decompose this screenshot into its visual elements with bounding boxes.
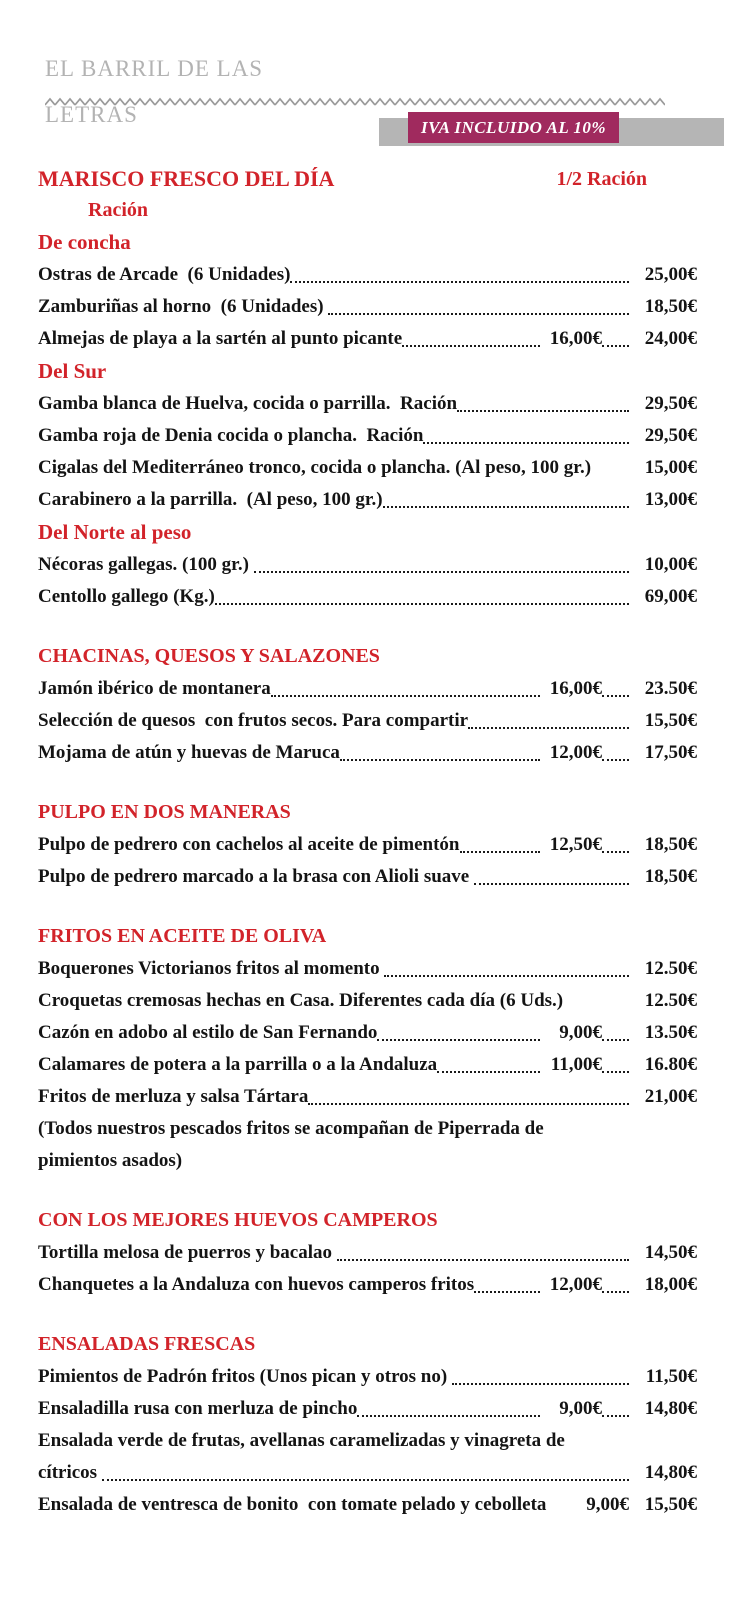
- menu-item-row: [38, 259, 697, 291]
- dot-leader: [254, 571, 629, 573]
- dot-leader: [437, 1071, 540, 1073]
- dot-leader: [460, 851, 541, 853]
- dot-leader: [602, 1415, 629, 1417]
- dot-leader: [337, 1259, 629, 1261]
- item-name: Ensalada de ventresca de bonito con tomate pelado y cebolleta: [38, 1494, 552, 1515]
- item-price-full: 12.50€: [644, 958, 697, 979]
- menu-item-row: [38, 1081, 697, 1113]
- subsection-heading: Del Norte al peso: [38, 520, 192, 544]
- menu-item-row: [38, 549, 697, 581]
- dot-leader: [384, 975, 629, 977]
- zigzag-divider-icon: [45, 97, 665, 108]
- item-price-full: 18,50€: [644, 866, 697, 887]
- item-price-full: 25,00€: [644, 264, 697, 285]
- menu-item-row: [38, 1269, 697, 1301]
- dot-leader: [602, 1039, 629, 1041]
- item-name: Cazón en adobo al estilo de San Fernando: [38, 1022, 378, 1043]
- item-name: Croquetas cremosas hechas en Casa. Diferentes cada día (6 Uds.): [38, 990, 564, 1011]
- logo-line2: LETRAS: [45, 102, 138, 127]
- section-heading: FRITOS EN ACEITE DE OLIVA: [38, 925, 327, 947]
- menu-item-row: [38, 953, 697, 985]
- dot-leader: [215, 603, 629, 605]
- menu-item-row: [38, 1457, 697, 1489]
- item-name: Ensaladilla rusa con merluza de pincho: [38, 1398, 358, 1419]
- item-price-half: 16,00€: [549, 678, 602, 699]
- menu-item-row: [38, 323, 697, 355]
- dot-leader: [423, 442, 629, 444]
- item-price-full: 11,50€: [645, 1366, 697, 1387]
- item-name: Chanquetes a la Andaluza con huevos camperos fritos: [38, 1274, 475, 1295]
- dot-leader: [602, 345, 629, 347]
- item-name: Gamba blanca de Huelva, cocida o parrilla. Ración: [38, 393, 458, 414]
- item-price-full: 23.50€: [644, 678, 697, 699]
- item-name: Carabinero a la parrilla. (Al peso, 100 gr.): [38, 489, 383, 510]
- note-line: Ensalada verde de frutas, avellanas caramelizadas y vinagreta de: [38, 1430, 565, 1451]
- dot-leader: [457, 410, 629, 412]
- item-price-full: 18,50€: [644, 296, 697, 317]
- dot-leader: [474, 883, 629, 885]
- menu-body: [38, 163, 697, 1521]
- item-price-half: 9,00€: [559, 1398, 602, 1419]
- column-header-half-racion: 1/2 Ración: [556, 168, 647, 190]
- dot-leader: [402, 345, 540, 347]
- menu-item-row: [38, 1393, 697, 1425]
- item-price-half: 16,00€: [549, 328, 602, 349]
- item-price-full: 69,00€: [644, 586, 697, 607]
- item-name: cítricos: [38, 1462, 102, 1483]
- menu-item-row: [38, 1049, 697, 1081]
- item-price-full: 12.50€: [644, 990, 697, 1011]
- item-name: Tortilla melosa de puerros y bacalao: [38, 1242, 337, 1263]
- item-price-full: 14,80€: [644, 1462, 697, 1483]
- dot-leader: [468, 727, 629, 729]
- dot-leader: [377, 1039, 540, 1041]
- dot-leader: [474, 1291, 540, 1293]
- logo-line1: EL BARRIL DE LAS: [45, 56, 264, 81]
- dot-leader: [290, 281, 629, 283]
- item-price-half: 11,00€: [550, 1054, 602, 1075]
- item-name: Selección de quesos con frutos secos. Para compartir: [38, 710, 469, 731]
- item-price-full: 29,50€: [644, 393, 697, 414]
- item-name: Almejas de playa a la sartén al punto picante: [38, 328, 403, 349]
- menu-item-row: [38, 705, 697, 737]
- column-header-racion: Ración: [88, 199, 148, 221]
- page-title: MARISCO FRESCO DEL DÍA: [38, 166, 335, 191]
- item-name: Centollo gallego (Kg.): [38, 586, 215, 607]
- dot-leader: [602, 851, 629, 853]
- subsection-heading: Del Sur: [38, 359, 107, 383]
- dot-leader: [308, 1103, 629, 1105]
- dot-leader: [602, 759, 629, 761]
- note-line: (Todos nuestros pescados fritos se acompañan de Piperrada de: [38, 1118, 544, 1139]
- dot-leader: [102, 1479, 629, 1481]
- item-name: Pimientos de Padrón fritos (Unos pican y otros no): [38, 1366, 452, 1387]
- item-price-half: 12,00€: [549, 1274, 602, 1295]
- menu-item-row: [38, 985, 697, 1017]
- menu-item-row: [38, 1237, 697, 1269]
- item-name: Mojama de atún y huevas de Maruca: [38, 742, 340, 763]
- menu-item-row: [38, 673, 697, 705]
- section-heading: ENSALADAS FRESCAS: [38, 1333, 256, 1355]
- dot-leader: [452, 1383, 629, 1385]
- menu-title-row: [38, 163, 697, 195]
- item-name: Pulpo de pedrero con cachelos al aceite de pimentón: [38, 834, 460, 855]
- item-name: Zamburiñas al horno (6 Unidades): [38, 296, 329, 317]
- item-price-full: 10,00€: [644, 554, 697, 575]
- menu-item-row: [38, 1489, 697, 1521]
- dot-leader: [602, 1071, 629, 1073]
- item-price-full: 13.50€: [644, 1022, 697, 1043]
- subsection-heading: De concha: [38, 230, 131, 254]
- dot-leader: [328, 313, 629, 315]
- item-name: Ostras de Arcade (6 Unidades): [38, 264, 291, 285]
- menu-item-row: [38, 420, 697, 452]
- dot-leader: [602, 1291, 629, 1293]
- item-name: Fritos de merluza y salsa Tártara: [38, 1086, 309, 1107]
- menu-item-row: [38, 861, 697, 893]
- iva-badge: IVA INCLUIDO AL 10%: [408, 112, 619, 143]
- item-name: Jamón ibérico de montanera: [38, 678, 271, 699]
- menu-item-row: [38, 388, 697, 420]
- menu-item-row: [38, 737, 697, 769]
- item-price-half: 12,50€: [549, 834, 602, 855]
- item-price-full: 24,00€: [644, 328, 697, 349]
- item-price-full: 18,50€: [644, 834, 697, 855]
- item-price-half: 9,00€: [586, 1494, 629, 1515]
- menu-item-row: [38, 581, 697, 613]
- item-price-full: 29,50€: [644, 425, 697, 446]
- item-price-full: 14,80€: [644, 1398, 697, 1419]
- item-price-full: 15,50€: [644, 710, 697, 731]
- note-line: pimientos asados): [38, 1150, 183, 1171]
- item-price-full: 15,50€: [644, 1494, 697, 1515]
- item-price-full: 14,50€: [644, 1242, 697, 1263]
- menu-item-row: [38, 829, 697, 861]
- item-name: Gamba roja de Denia cocida o plancha. Ración: [38, 425, 424, 446]
- menu-item-row: [38, 484, 697, 516]
- item-price-full: 15,00€: [644, 457, 697, 478]
- item-price-half: 9,00€: [559, 1022, 602, 1043]
- dot-leader: [602, 695, 629, 697]
- item-price-half: 12,00€: [549, 742, 602, 763]
- item-price-full: 13,00€: [644, 489, 697, 510]
- item-name: Boquerones Victorianos fritos al momento: [38, 958, 385, 979]
- section-heading: CHACINAS, QUESOS Y SALAZONES: [38, 645, 380, 667]
- menu-item-row: [38, 1361, 697, 1393]
- section-heading: CON LOS MEJORES HUEVOS CAMPEROS: [38, 1209, 438, 1231]
- dot-leader: [383, 506, 629, 508]
- item-name: Cigalas del Mediterráneo tronco, cocida o plancha. (Al peso, 100 gr.): [38, 457, 592, 478]
- item-price-full: 17,50€: [644, 742, 697, 763]
- section-heading: PULPO EN DOS MANERAS: [38, 801, 291, 823]
- item-price-full: 18,00€: [644, 1274, 697, 1295]
- item-price-full: 16.80€: [644, 1054, 697, 1075]
- item-name: Nécoras gallegas. (100 gr.): [38, 554, 254, 575]
- menu-item-row: [38, 291, 697, 323]
- item-name: Pulpo de pedrero marcado a la brasa con Alioli suave: [38, 866, 474, 887]
- item-name: Calamares de potera a la parrilla o a la Andaluza: [38, 1054, 438, 1075]
- menu-item-row: [38, 1017, 697, 1049]
- dot-leader: [357, 1415, 540, 1417]
- menu-item-row: [38, 452, 697, 484]
- item-price-full: 21,00€: [644, 1086, 697, 1107]
- dot-leader: [340, 759, 540, 761]
- dot-leader: [271, 695, 540, 697]
